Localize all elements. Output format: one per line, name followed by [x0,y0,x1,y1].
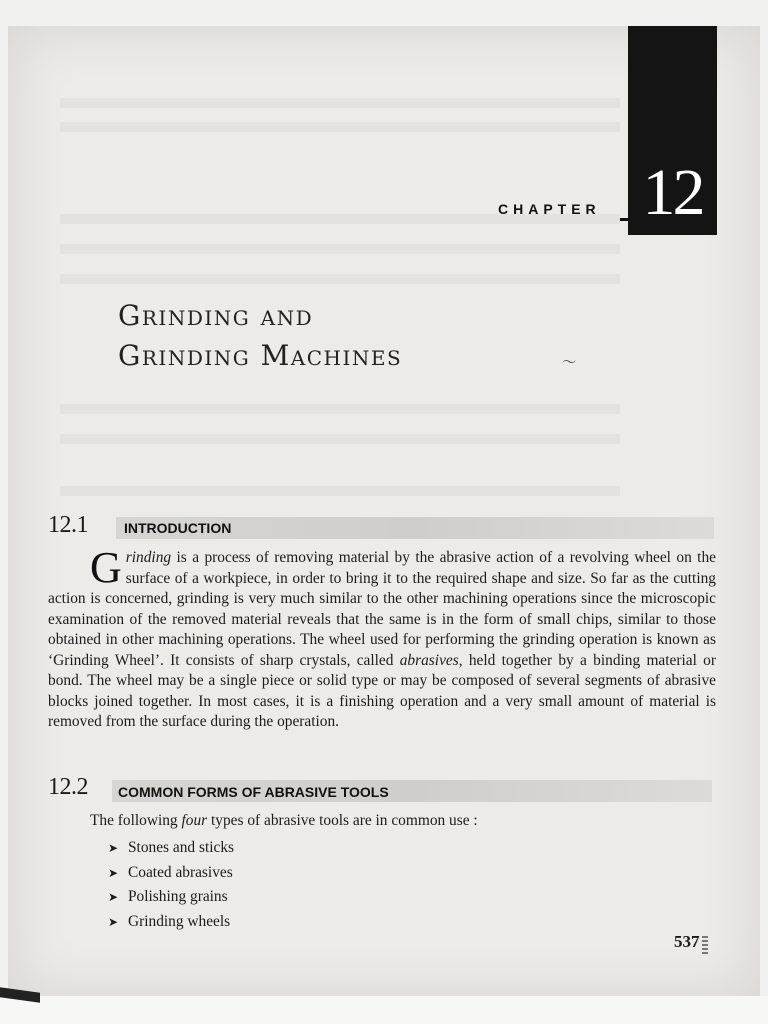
chapter-title-line-1: Grinding and [118,299,314,332]
show-through-line [60,244,620,254]
section-number: 12.1 [48,512,88,538]
introduction-paragraph [48,543,716,733]
page-margin-bottom [0,996,768,1024]
paragraph-text-end: , held together by a binding material or bond. The wheel may be a single piece or solid type or may be composed of several segments of abrasive blocks joined together. In most cases, it is a finishing operation and a very small amount of material is removed from the surface during the operation. [48,651,716,730]
list-item-label: Stones and sticks [128,839,235,856]
list-item [108,861,234,886]
section-number: 12.2 [48,774,88,800]
lead-text-end: types of abrasive tools are in common use : [207,812,478,829]
show-through-line [60,434,620,444]
show-through-line [60,98,620,108]
list-item [108,836,234,861]
lead-word: rinding [125,549,172,566]
list-item-label: Polishing grains [128,888,228,905]
chapter-title-line-2: Grinding Machines [118,339,403,372]
arrowhead-bullet-icon: ➤ [108,865,119,880]
list-item [108,885,234,910]
chapter-label: CHAPTER [498,201,601,217]
arrowhead-bullet-icon: ➤ [108,841,119,855]
abrasive-tools-list [108,836,234,934]
arrowhead-bullet-icon: ➤ [108,890,119,904]
lead-italic: four [181,812,208,829]
show-through-line [60,122,620,132]
italic-term: abrasives [399,651,459,669]
paragraph-text: is a process of removing material by the abrasive action of a revolving wheel on the surface of a workpiece, in order to bring it to the required shape and size. So far as the cutting action is concerned, grinding is very much similar to the other machining operations since the microscopic examination of the removed material reveals that the same is in the form of small chips, similar to those obtained in other machining operations. The wheel used for performing the grinding operation is known as ‘Grinding Wheel’. It consists of sharp crystals, called [48,549,716,669]
chapter-number: 12 [642,156,703,229]
page-edge-mark [702,934,708,954]
lead-text: The following [90,812,182,829]
section-heading: COMMON FORMS OF ABRASIVE TOOLS [118,784,389,800]
show-through-line [60,404,620,414]
arrowhead-bullet-icon: ➤ [108,914,119,929]
pencil-mark: 〜 [562,356,576,371]
list-item-label: Grinding wheels [128,912,231,930]
drop-cap: G [90,543,122,592]
list-item [108,910,234,935]
chapter-rule [620,218,629,221]
chapter-title [118,296,598,376]
show-through-line [60,274,620,284]
section-heading: INTRODUCTION [124,520,232,536]
abrasive-tools-lead [90,812,478,830]
list-item-label: Coated abrasives [128,863,233,881]
page-number: 537 [674,932,700,951]
show-through-line [60,486,620,496]
